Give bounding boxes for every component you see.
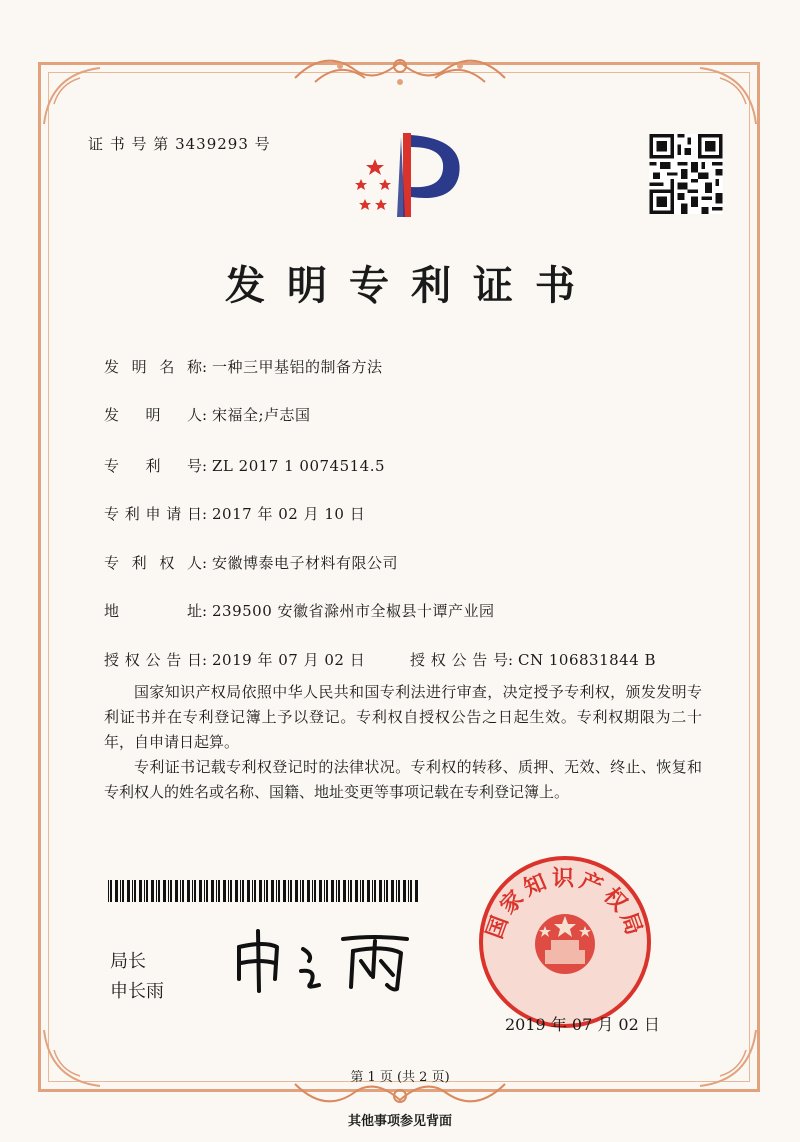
field-label: 专利权人 (104, 554, 202, 572)
grant-date-row: 授权公告日 : 2019 年 07 月 02 日 (104, 651, 366, 669)
page-number: 第 1 页 (共 2 页) (350, 1070, 450, 1085)
application-date: 2017 年 02 月 10 日 (212, 505, 366, 523)
announcement-number: CN 106831844 B (518, 651, 657, 669)
certificate-number: 证 书 号 第 3439293 号 (88, 135, 271, 153)
certificate-title: 发明专利证书 (225, 263, 597, 309)
patentee: 安徽博泰电子材料有限公司 (212, 554, 399, 572)
seal-date: 2019 年 07 月 02 日 (505, 1015, 660, 1034)
director-signature-icon (225, 925, 425, 995)
grant-date: 2019 年 07 月 02 日 (212, 651, 366, 669)
patent-office-logo-icon (345, 125, 470, 225)
address: 239500 安徽省滁州市全椒县十谭产业园 (212, 602, 495, 620)
qr-code-icon (649, 134, 723, 214)
official-seal-icon (475, 852, 655, 1032)
address-row: 地址 : 239500 安徽省滁州市全椒县十谭产业园 (104, 602, 495, 620)
application-date-row: 专利申请日 : 2017 年 02 月 10 日 (104, 505, 366, 523)
field-label: 授权公告号 (410, 651, 508, 669)
patentee-row: 专利权人 : 安徽博泰电子材料有限公司 (104, 554, 399, 572)
footer-note: 其他事项参见背面 (347, 1114, 452, 1129)
inventor: 宋福全;卢志国 (212, 406, 311, 424)
field-label: 专利号 (104, 457, 202, 475)
director-name: 申长雨 (110, 981, 164, 1002)
patent-number-row: 专利号 : ZL 2017 1 0074514.5 (104, 457, 386, 475)
field-label: 发明人 (104, 406, 202, 424)
field-label: 专利申请日 (104, 505, 202, 523)
inventor-row: 发明人 : 宋福全;卢志国 (104, 406, 311, 424)
seal-text: 国家知识产权局 (482, 866, 648, 943)
announcement-number-row: 授权公告号 : CN 106831844 B (410, 651, 657, 669)
field-label: 授权公告日 (104, 651, 202, 669)
patent-number: ZL 2017 1 0074514.5 (212, 457, 386, 475)
top-ornament-icon (285, 48, 515, 92)
field-label: 地址 (104, 602, 202, 620)
barcode-icon (108, 880, 418, 902)
invention-name: 一种三甲基铝的制备方法 (212, 358, 383, 376)
paragraph: 国家知识产权局依照中华人民共和国专利法进行审查，决定授予专利权，颁发发明专利证书并在专利登记簿上予以登记。专利权自授权公告之日起生效。专利权期限为二十年，自申请日起算。 (104, 683, 702, 751)
invention-name-row: 发明名称 : 一种三甲基铝的制备方法 (104, 358, 383, 376)
director-title: 局长 (110, 951, 146, 972)
certificate-body (104, 680, 702, 805)
paragraph: 专利证书记载专利权登记时的法律状况。专利权的转移、质押、无效、终止、恢复和专利权人的姓名或名称、国籍、地址变更等事项记载在专利登记簿上。 (104, 758, 702, 801)
field-label: 发明名称 (104, 358, 202, 376)
